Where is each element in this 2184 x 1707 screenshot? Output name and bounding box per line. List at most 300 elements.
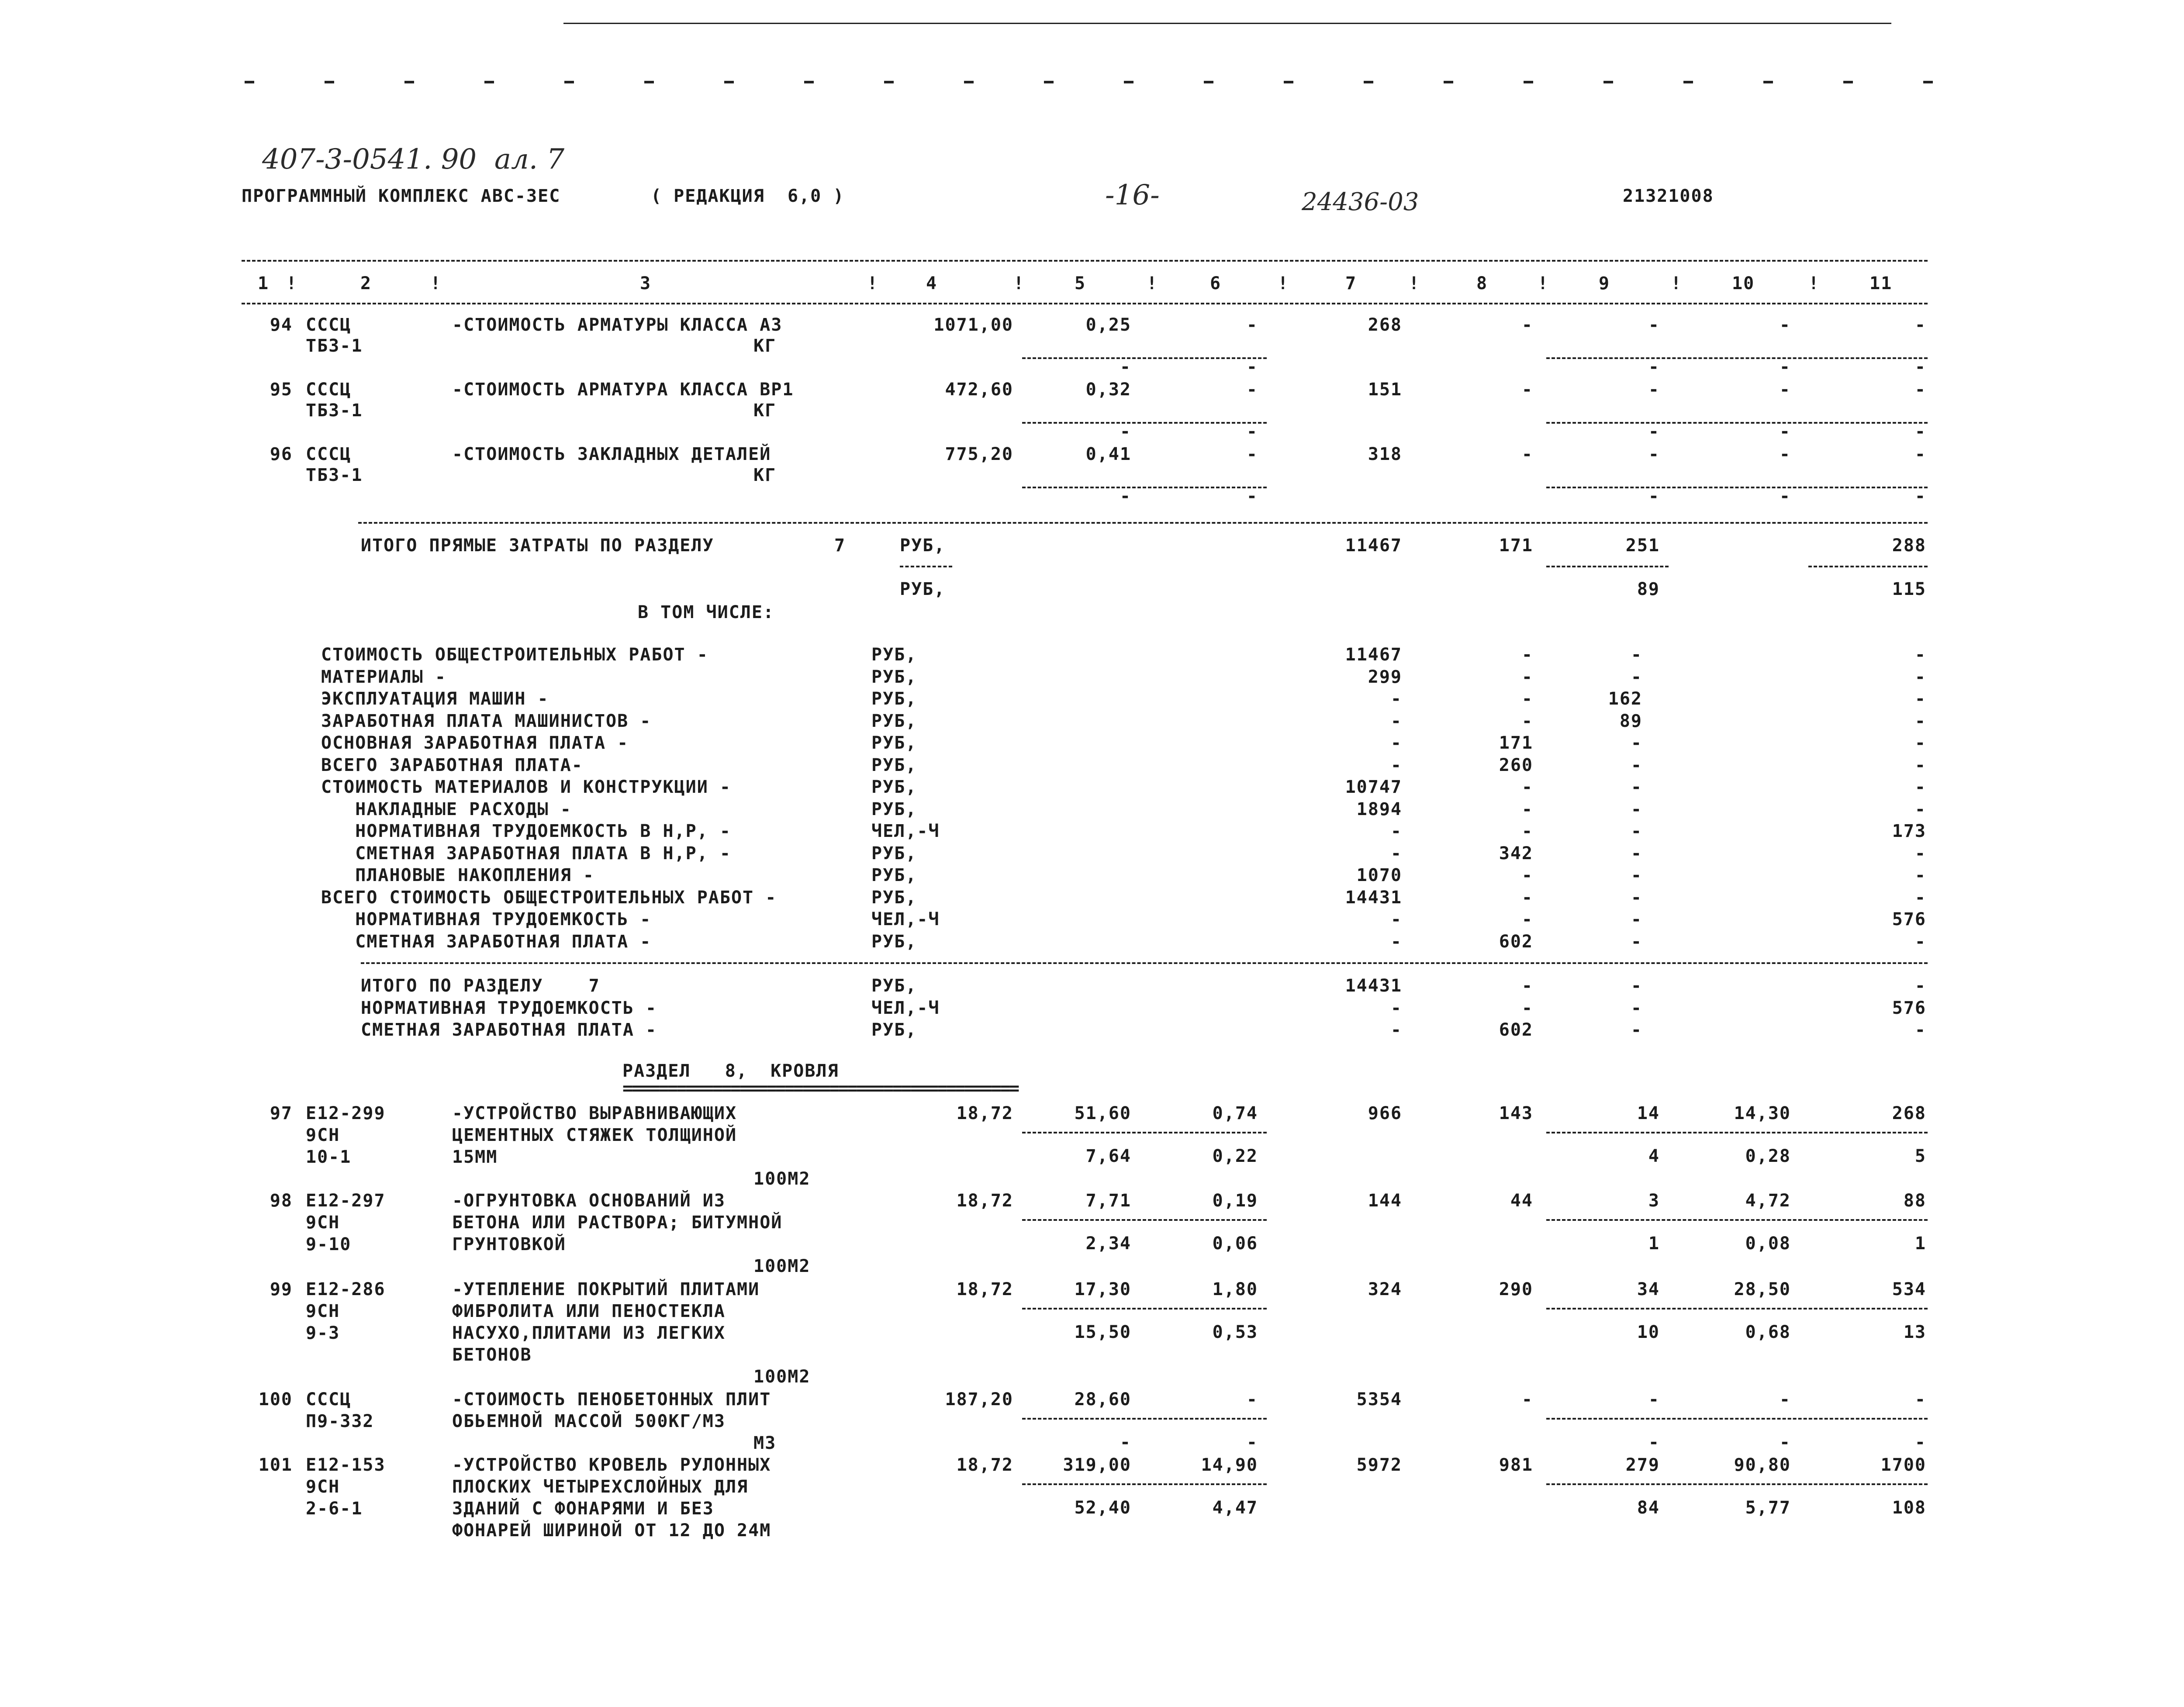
cell-c5b: 7,64 <box>1085 1146 1131 1166</box>
section-total-c11: 576 <box>1892 998 1926 1018</box>
tick-mark <box>484 81 494 83</box>
breakdown-c7: - <box>1390 909 1402 930</box>
row-description: ПЛОСКИХ ЧЕТЫРЕХСЛОЙНЫХ ДЛЯ <box>452 1477 749 1497</box>
cell-c10b: 0,28 <box>1745 1146 1791 1166</box>
breakdown-c9: - <box>1631 843 1642 864</box>
breakdown-c9: - <box>1631 821 1642 841</box>
breakdown-unit: РУБ, <box>871 689 917 709</box>
cell-c11: 88 <box>1903 1191 1926 1211</box>
section-total-unit: ЧЕЛ,-Ч <box>871 998 940 1018</box>
breakdown-c8: - <box>1521 777 1533 797</box>
cell-c11: - <box>1914 444 1926 464</box>
breakdown-c8: - <box>1521 887 1533 908</box>
breakdown-c11: - <box>1914 887 1926 908</box>
tick-mark <box>884 81 894 83</box>
breakdown-c11: - <box>1914 931 1926 952</box>
breakdown-c9: - <box>1631 909 1642 930</box>
row-number: 97 <box>270 1103 293 1123</box>
cell-qty: 1071,00 <box>933 315 1013 335</box>
cell-c7: 324 <box>1368 1279 1402 1299</box>
row-code: ТБЗ-1 <box>306 401 363 421</box>
row-description: -СТОИМОСТЬ ПЕНОБЕТОННЫХ ПЛИТ <box>452 1389 771 1410</box>
cell-c6: 1,80 <box>1212 1279 1258 1299</box>
breakdown-label: МАТЕРИАЛЫ - <box>321 667 446 687</box>
row-code: СССЦ <box>306 380 352 400</box>
totals-direct-c7: 11467 <box>1345 536 1402 556</box>
cell-c5b: 15,50 <box>1074 1322 1131 1342</box>
row-code: СССЦ <box>306 444 352 464</box>
column-separator: ! <box>1671 273 1683 294</box>
cell-c9b: 4 <box>1648 1146 1660 1166</box>
breakdown-c7: 299 <box>1368 667 1402 687</box>
row-description: -СТОИМОСТЬ ЗАКЛАДНЫХ ДЕТАЛЕЙ <box>452 444 771 464</box>
row-code: 2-6-1 <box>306 1499 363 1519</box>
row-description: 15ММ <box>452 1147 498 1167</box>
row-description: БЕТОНА ИЛИ РАСТВОРА; БИТУМНОЙ <box>452 1213 783 1233</box>
column-header: 11 <box>1870 273 1893 294</box>
cell-c6b: 0,06 <box>1212 1234 1258 1254</box>
cell-c8: - <box>1521 380 1533 400</box>
cell-c11: - <box>1914 380 1926 400</box>
section-total-rule <box>361 962 1928 964</box>
row-code: ТБЗ-1 <box>306 336 363 356</box>
cell-qty: 18,72 <box>956 1191 1013 1211</box>
cell-c6: - <box>1246 380 1258 400</box>
column-separator: ! <box>1147 273 1158 294</box>
breakdown-c9: 89 <box>1619 711 1642 731</box>
row-description: ОБЬЕМНОЙ МАССОЙ 500КГ/М3 <box>452 1411 726 1431</box>
breakdown-c7: 1894 <box>1356 799 1402 819</box>
column-separator: ! <box>286 273 298 294</box>
row-number: 95 <box>270 380 293 400</box>
cell-qty: 775,20 <box>945 444 1013 464</box>
column-separator: ! <box>1013 273 1025 294</box>
row-code: 9-10 <box>306 1234 352 1254</box>
column-header: 7 <box>1345 273 1357 294</box>
cell-c11: - <box>1914 1389 1926 1410</box>
tick-mark <box>404 81 414 83</box>
cell-c6: - <box>1246 444 1258 464</box>
row-code: П9-332 <box>306 1411 374 1431</box>
cell-c10: 28,50 <box>1734 1279 1791 1299</box>
breakdown-unit: ЧЕЛ,-Ч <box>871 909 940 930</box>
handwritten-doc-number: 24436-03 <box>1302 188 1419 216</box>
breakdown-c9: - <box>1631 755 1642 775</box>
breakdown-c7: - <box>1390 931 1402 952</box>
row-code: СССЦ <box>306 1389 352 1410</box>
breakdown-c8: - <box>1521 865 1533 885</box>
cell-c10b: - <box>1779 1432 1791 1452</box>
cell-c6b: - <box>1246 357 1258 377</box>
section-total-c11: - <box>1914 976 1926 996</box>
tick-mark <box>1124 81 1133 83</box>
cell-c7: 5972 <box>1356 1455 1402 1475</box>
breakdown-c11: - <box>1914 799 1926 819</box>
cell-c9: 34 <box>1637 1279 1660 1299</box>
cell-c11: 534 <box>1892 1279 1926 1299</box>
column-header: 2 <box>360 273 372 294</box>
cell-c10b: 0,68 <box>1745 1322 1791 1342</box>
tick-mark <box>564 81 574 83</box>
row-unit: М3 <box>753 1433 777 1453</box>
breakdown-c11: - <box>1914 843 1926 864</box>
cell-c7: 318 <box>1368 444 1402 464</box>
breakdown-c7: - <box>1390 755 1402 775</box>
column-header: 1 <box>258 273 270 294</box>
cell-c8: 143 <box>1499 1103 1533 1123</box>
row-unit: 100М2 <box>753 1169 811 1189</box>
totals-direct-c11b: 115 <box>1892 579 1926 599</box>
breakdown-c7: 11467 <box>1345 645 1402 665</box>
tick-mark <box>1843 81 1853 83</box>
breakdown-unit: РУБ, <box>871 711 917 731</box>
cell-c10: - <box>1779 315 1791 335</box>
cell-c8: - <box>1521 1389 1533 1410</box>
handwritten-code: 407-3-0541. 90 ал. 7 <box>262 143 565 176</box>
cell-c11b: 108 <box>1892 1498 1926 1518</box>
breakdown-c8: - <box>1521 821 1533 841</box>
row-description: -УТЕПЛЕНИЕ ПОКРЫТИЙ ПЛИТАМИ <box>452 1279 760 1299</box>
row-description: -СТОИМОСТЬ АРМАТУРА КЛАССА ВР1 <box>452 380 794 400</box>
cell-c5: 0,25 <box>1085 315 1131 335</box>
breakdown-c8: - <box>1521 909 1533 930</box>
breakdown-c9: 162 <box>1608 689 1642 709</box>
cell-c9b: - <box>1648 486 1660 506</box>
totals-direct-section: 7 <box>834 536 846 556</box>
cell-c8: - <box>1521 315 1533 335</box>
breakdown-unit: РУБ, <box>871 755 917 775</box>
cell-c10b: 0,08 <box>1745 1234 1791 1254</box>
tick-mark <box>1524 81 1533 83</box>
cell-c11b: - <box>1914 486 1926 506</box>
totals-sub-rule-b <box>1546 566 1669 567</box>
totals-direct-c8: 171 <box>1499 536 1533 556</box>
breakdown-c11: 576 <box>1892 909 1926 930</box>
cell-c5b: - <box>1120 486 1131 506</box>
breakdown-c7: - <box>1390 843 1402 864</box>
cell-c10b: - <box>1779 422 1791 442</box>
breakdown-unit: РУБ, <box>871 645 917 665</box>
column-header: 5 <box>1075 273 1086 294</box>
row-code: 9СН <box>306 1213 340 1233</box>
breakdown-label: НОРМАТИВНАЯ ТРУДОЕМКОСТЬ В Н,Р, - <box>321 821 731 841</box>
column-header: 9 <box>1599 273 1610 294</box>
cell-c5b: - <box>1120 422 1131 442</box>
row-unit: КГ <box>753 465 777 485</box>
breakdown-c7: 14431 <box>1345 887 1402 908</box>
totals-direct-unit2: РУБ, <box>900 579 946 599</box>
cell-c6b: 0,53 <box>1212 1322 1258 1342</box>
column-separator: ! <box>430 273 442 294</box>
section-total-c9: - <box>1631 998 1642 1018</box>
cell-c6: 14,90 <box>1201 1455 1258 1475</box>
row-code: 9СН <box>306 1125 340 1145</box>
section-total-c8: 602 <box>1499 1020 1533 1040</box>
breakdown-label: СТОИМОСТЬ ОБЩЕСТРОИТЕЛЬНЫХ РАБОТ - <box>321 645 708 665</box>
cell-c9: - <box>1648 380 1660 400</box>
breakdown-c9: - <box>1631 667 1642 687</box>
cell-c7: 268 <box>1368 315 1402 335</box>
program-name: ПРОГРАММНЫЙ КОМПЛЕКС АВС-3ЕС <box>242 186 561 206</box>
cell-c9b: 84 <box>1637 1498 1660 1518</box>
row-description: ЗДАНИЙ С ФОНАРЯМИ И БЕЗ <box>452 1499 714 1519</box>
row-code: 9СН <box>306 1301 340 1321</box>
row-code: Е12-153 <box>306 1455 386 1475</box>
tick-mark <box>964 81 974 83</box>
breakdown-c11: 173 <box>1892 821 1926 841</box>
section-total-unit: РУБ, <box>871 1020 917 1040</box>
breakdown-c7: - <box>1390 689 1402 709</box>
row-number: 96 <box>270 444 293 464</box>
totals-direct-c9b: 89 <box>1637 579 1660 599</box>
table-header-top-rule <box>242 260 1928 262</box>
column-header: 8 <box>1476 273 1488 294</box>
section-total-c8: - <box>1521 976 1533 996</box>
cell-c8: - <box>1521 444 1533 464</box>
section-total-label: СМЕТНАЯ ЗАРАБОТНАЯ ПЛАТА - <box>361 1020 657 1040</box>
tick-mark <box>1683 81 1693 83</box>
section-total-c7: - <box>1390 1020 1402 1040</box>
breakdown-unit: РУБ, <box>871 843 917 864</box>
cell-c5b: - <box>1120 1432 1131 1452</box>
cell-c5b: 52,40 <box>1074 1498 1131 1518</box>
breakdown-c11: - <box>1914 733 1926 753</box>
cell-rule <box>1546 1418 1928 1420</box>
cell-c11b: - <box>1914 357 1926 377</box>
section-total-c7: - <box>1390 998 1402 1018</box>
cell-c8: 44 <box>1510 1191 1533 1211</box>
cell-c5: 0,41 <box>1085 444 1131 464</box>
column-header: 10 <box>1732 273 1755 294</box>
breakdown-label: ЗАРАБОТНАЯ ПЛАТА МАШИНИСТОВ - <box>321 711 652 731</box>
tick-mark <box>804 81 814 83</box>
cell-c9: - <box>1648 315 1660 335</box>
cell-c9b: - <box>1648 422 1660 442</box>
cell-c9b: - <box>1648 1432 1660 1452</box>
cell-c6b: 4,47 <box>1212 1498 1258 1518</box>
tick-mark <box>1204 81 1213 83</box>
row-number: 100 <box>258 1389 293 1410</box>
breakdown-unit: РУБ, <box>871 865 917 885</box>
tick-mark <box>1044 81 1054 83</box>
cell-c11b: 1 <box>1914 1234 1926 1254</box>
row-unit: 100М2 <box>753 1256 811 1276</box>
cell-c6: - <box>1246 1389 1258 1410</box>
section-total-label: ИТОГО ПО РАЗДЕЛУ 7 <box>361 976 600 996</box>
breakdown-unit: РУБ, <box>871 733 917 753</box>
cell-qty: 18,72 <box>956 1103 1013 1123</box>
cell-c10: - <box>1779 380 1791 400</box>
breakdown-c8: - <box>1521 645 1533 665</box>
breakdown-label: ЭКСПЛУАТАЦИЯ МАШИН - <box>321 689 549 709</box>
breakdown-unit: РУБ, <box>871 799 917 819</box>
cell-rule <box>1022 1418 1267 1420</box>
breakdown-unit: РУБ, <box>871 667 917 687</box>
cell-c11b: - <box>1914 422 1926 442</box>
row-description: ГРУНТОВКОЙ <box>452 1234 566 1254</box>
cell-c10: - <box>1779 444 1791 464</box>
breakdown-c8: - <box>1521 799 1533 819</box>
column-header: 4 <box>926 273 938 294</box>
cell-c11: 268 <box>1892 1103 1926 1123</box>
cell-c10b: - <box>1779 486 1791 506</box>
cell-c9b: 10 <box>1637 1322 1660 1342</box>
breakdown-label: НОРМАТИВНАЯ ТРУДОЕМКОСТЬ - <box>321 909 652 930</box>
row-code: СССЦ <box>306 315 352 335</box>
tick-mark <box>644 81 654 83</box>
cell-c5: 7,71 <box>1085 1191 1131 1211</box>
cell-c5: 319,00 <box>1063 1455 1131 1475</box>
cell-qty: 472,60 <box>945 380 1013 400</box>
cell-c9: 14 <box>1637 1103 1660 1123</box>
breakdown-c7: - <box>1390 733 1402 753</box>
cell-c7: 5354 <box>1356 1389 1402 1410</box>
tick-mark <box>1603 81 1613 83</box>
row-description: -ОГРУНТОВКА ОСНОВАНИЙ ИЗ <box>452 1191 726 1211</box>
totals-rule <box>358 522 1928 524</box>
cell-c8: 981 <box>1499 1455 1533 1475</box>
row-code: 9-3 <box>306 1323 340 1343</box>
cell-rule <box>1546 1219 1928 1221</box>
section-total-c9: - <box>1631 1020 1642 1040</box>
section-total-c9: - <box>1631 976 1642 996</box>
cell-qty: 18,72 <box>956 1455 1013 1475</box>
totals-sub-rule-c <box>1808 566 1928 567</box>
cell-c6: 0,74 <box>1212 1103 1258 1123</box>
tick-mark <box>325 81 334 83</box>
table-header-bottom-rule <box>242 303 1928 304</box>
cell-qty: 187,20 <box>945 1389 1013 1410</box>
column-separator: ! <box>867 273 879 294</box>
tick-mark <box>724 81 734 83</box>
cell-qty: 18,72 <box>956 1279 1013 1299</box>
cell-c11: - <box>1914 315 1926 335</box>
breakdown-unit: РУБ, <box>871 777 917 797</box>
cell-rule <box>1022 1219 1267 1221</box>
totals-sub-rule-a <box>900 566 952 567</box>
cell-c8: 290 <box>1499 1279 1533 1299</box>
row-description: БЕТОНОВ <box>452 1345 532 1365</box>
tick-mark <box>1284 81 1293 83</box>
cell-c7: 966 <box>1368 1103 1402 1123</box>
breakdown-label: СМЕТНАЯ ЗАРАБОТНАЯ ПЛАТА - <box>321 931 652 952</box>
totals-direct-c11: 288 <box>1892 536 1926 556</box>
cell-c10: - <box>1779 1389 1791 1410</box>
cell-c10: 14,30 <box>1734 1103 1791 1123</box>
breakdown-c8: 171 <box>1499 733 1533 753</box>
totals-direct-c9: 251 <box>1625 536 1660 556</box>
cell-c9: - <box>1648 444 1660 464</box>
cell-rule <box>1546 1132 1928 1133</box>
breakdown-c9: - <box>1631 887 1642 908</box>
row-code: Е12-286 <box>306 1279 386 1299</box>
column-separator: ! <box>1278 273 1289 294</box>
cell-c10: 90,80 <box>1734 1455 1791 1475</box>
column-separator: ! <box>1409 273 1420 294</box>
section8-underline: ============================================ <box>622 1078 1018 1099</box>
breakdown-c11: - <box>1914 865 1926 885</box>
cell-c9b: - <box>1648 357 1660 377</box>
breakdown-c8: 602 <box>1499 931 1533 952</box>
cell-c7: 144 <box>1368 1191 1402 1211</box>
row-code: Е12-297 <box>306 1191 386 1211</box>
cell-c7: 151 <box>1368 380 1402 400</box>
cell-c10: 4,72 <box>1745 1191 1791 1211</box>
including-label: В ТОМ ЧИСЛЕ: <box>638 602 774 622</box>
breakdown-c9: - <box>1631 865 1642 885</box>
section-total-c7: 14431 <box>1345 976 1402 996</box>
breakdown-c9: - <box>1631 777 1642 797</box>
row-description: ФИБРОЛИТА ИЛИ ПЕНОСТЕКЛА <box>452 1301 726 1321</box>
tick-mark <box>1364 81 1373 83</box>
program-edition: ( РЕДАКЦИЯ 6,0 ) <box>651 186 845 206</box>
row-number: 101 <box>258 1455 293 1475</box>
breakdown-unit: РУБ, <box>871 887 917 908</box>
cell-c6b: - <box>1246 486 1258 506</box>
breakdown-label: СМЕТНАЯ ЗАРАБОТНАЯ ПЛАТА В Н,Р, - <box>321 843 731 864</box>
tick-mark <box>245 81 254 83</box>
breakdown-c9: - <box>1631 931 1642 952</box>
section-total-unit: РУБ, <box>871 976 917 996</box>
cell-rule <box>1022 1483 1267 1485</box>
cell-rule <box>1546 1308 1928 1310</box>
breakdown-c7: - <box>1390 821 1402 841</box>
breakdown-c11: - <box>1914 777 1926 797</box>
section-total-c11: - <box>1914 1020 1926 1040</box>
breakdown-c8: - <box>1521 667 1533 687</box>
cell-rule <box>1022 1308 1267 1310</box>
cell-c6b: - <box>1246 422 1258 442</box>
breakdown-c7: 10747 <box>1345 777 1402 797</box>
doc-number: 21321008 <box>1623 186 1714 206</box>
cell-c9b: 1 <box>1648 1234 1660 1254</box>
cell-c11b: - <box>1914 1432 1926 1452</box>
cell-c6b: - <box>1246 1432 1258 1452</box>
breakdown-unit: РУБ, <box>871 931 917 952</box>
breakdown-c11: - <box>1914 755 1926 775</box>
section-total-label: НОРМАТИВНАЯ ТРУДОЕМКОСТЬ - <box>361 998 657 1018</box>
row-unit: 100М2 <box>753 1367 811 1387</box>
cell-c5b: 2,34 <box>1085 1234 1131 1254</box>
breakdown-label: ВСЕГО ЗАРАБОТНАЯ ПЛАТА- <box>321 755 583 775</box>
row-description: НАСУХО,ПЛИТАМИ ИЗ ЛЕГКИХ <box>452 1323 726 1343</box>
cell-c11b: 13 <box>1903 1322 1926 1342</box>
breakdown-c8: - <box>1521 689 1533 709</box>
breakdown-c11: - <box>1914 711 1926 731</box>
top-rule <box>563 23 1891 24</box>
column-separator: ! <box>1808 273 1820 294</box>
section-total-c8: - <box>1521 998 1533 1018</box>
row-description: -СТОИМОСТЬ АРМАТУРЫ КЛАССА АЗ <box>452 315 783 335</box>
totals-direct-label: ИТОГО ПРЯМЫЕ ЗАТРАТЫ ПО РАЗДЕЛУ <box>361 536 714 556</box>
row-number: 99 <box>270 1279 293 1299</box>
breakdown-c11: - <box>1914 645 1926 665</box>
cell-c5: 28,60 <box>1074 1389 1131 1410</box>
cell-c6: 0,19 <box>1212 1191 1258 1211</box>
cell-c5: 17,30 <box>1074 1279 1131 1299</box>
column-separator: ! <box>1538 273 1549 294</box>
tick-mark <box>1444 81 1453 83</box>
breakdown-c8: 342 <box>1499 843 1533 864</box>
breakdown-c8: 260 <box>1499 755 1533 775</box>
breakdown-label: НАКЛАДНЫЕ РАСХОДЫ - <box>321 799 572 819</box>
cell-rule <box>1022 1132 1267 1133</box>
tick-mark <box>1923 81 1933 83</box>
totals-direct-unit: РУБ, <box>900 536 946 556</box>
row-description: ЦЕМЕНТНЫХ СТЯЖЕК ТОЛЩИНОЙ <box>452 1125 737 1145</box>
cell-c10b: 5,77 <box>1745 1498 1791 1518</box>
cell-c9: - <box>1648 1389 1660 1410</box>
